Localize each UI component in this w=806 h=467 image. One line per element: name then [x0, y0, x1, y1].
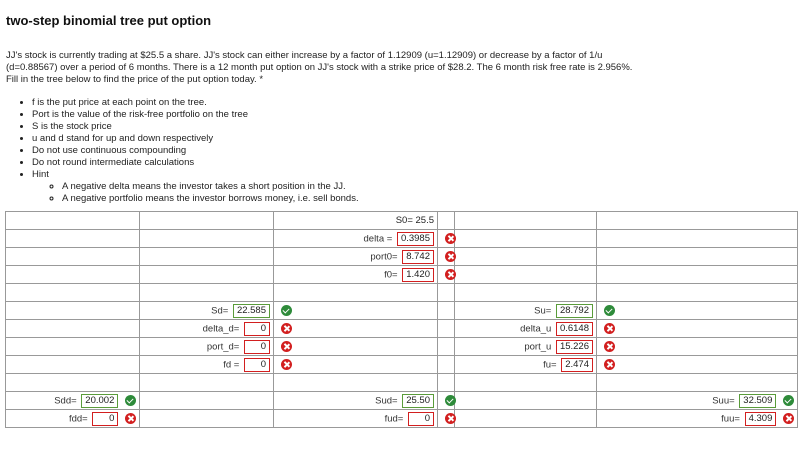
fd-label: fd =	[223, 359, 240, 371]
port0-label: port0=	[370, 251, 398, 263]
incorrect-icon	[445, 269, 456, 280]
table-row	[6, 212, 798, 230]
incorrect-icon	[125, 413, 136, 424]
delta-u-cell	[455, 320, 597, 338]
table-row	[6, 302, 798, 320]
port-u-cell	[455, 338, 597, 356]
incorrect-icon	[783, 413, 794, 424]
port-u-label: port_u	[524, 341, 552, 353]
table-row	[6, 410, 798, 428]
incorrect-icon	[604, 341, 615, 352]
incorrect-icon	[445, 233, 456, 244]
su-label: Su=	[534, 305, 552, 317]
list-item: • Do not use continuous compounding	[32, 145, 359, 157]
incorrect-icon	[604, 323, 615, 334]
incorrect-icon	[604, 359, 615, 370]
page-title: two-step binomial tree put option	[6, 13, 212, 28]
list-item: • Port is the value of the risk-free portfolio on the tree	[32, 109, 359, 121]
fu-input[interactable]: 2.474	[561, 358, 593, 372]
list-item-hint	[32, 169, 359, 205]
hint-label: Hint	[32, 169, 49, 180]
list-item: • Do not round intermediate calculations	[32, 157, 359, 169]
s0-label: S0= 25.5	[274, 212, 438, 230]
binomial-tree-table	[5, 211, 798, 428]
delta-input[interactable]: 0.3985	[397, 232, 434, 246]
suu-input[interactable]: 32.509	[739, 394, 776, 408]
fuu-label: fuu=	[721, 413, 740, 425]
sd-cell	[140, 302, 274, 320]
fud-label: fud=	[384, 413, 404, 425]
sdd-label: Sdd=	[54, 395, 77, 407]
delta-cell	[274, 230, 438, 248]
suu-cell	[597, 392, 798, 410]
suu-label: Suu=	[712, 395, 735, 407]
instruction-list	[6, 97, 359, 205]
sd-input[interactable]: 22.585	[233, 304, 270, 318]
sud-label: Sud=	[375, 395, 398, 407]
problem-text: JJ's stock is currently trading at $25.5 a share. JJ's stock can either increase by a factor of 1.12909 (u=1.12909) or decrease by a factor of 1/u (d=0.88567) over a period of 6 months. There is a 12 month put option on JJ's stock with a strike price of $28.2. The 6 month risk free rate is 2.956%. Fill in the tree below to find the price of the put option today.	[6, 50, 633, 85]
list-item: • S is the stock price	[32, 121, 359, 133]
fdd-input[interactable]: 0	[92, 412, 118, 426]
sud-input[interactable]: 25.50	[402, 394, 434, 408]
correct-icon	[604, 305, 615, 316]
delta-d-label: delta_d=	[202, 323, 240, 335]
incorrect-icon	[281, 341, 292, 352]
delta-u-input[interactable]: 0.6148	[556, 322, 593, 336]
required-marker: *	[259, 74, 264, 85]
port-u-input[interactable]: 15.226	[556, 340, 593, 354]
delta-u-label: delta_u	[520, 323, 552, 335]
list-item: • f is the put price at each point on the tree.	[32, 97, 359, 109]
table-row	[6, 356, 798, 374]
su-input[interactable]: 28.792	[556, 304, 593, 318]
fu-label: fu=	[543, 359, 557, 371]
fud-input[interactable]: 0	[408, 412, 434, 426]
table-row	[6, 338, 798, 356]
delta-d-input[interactable]: 0	[244, 322, 270, 336]
fud-cell	[274, 410, 438, 428]
port-d-input[interactable]: 0	[244, 340, 270, 354]
delta-d-cell	[140, 320, 274, 338]
table-row	[6, 320, 798, 338]
f0-input[interactable]: 1.420	[402, 268, 434, 282]
sdd-input[interactable]: 20.002	[81, 394, 118, 408]
hint-list	[32, 181, 359, 205]
table-row	[6, 230, 798, 248]
correct-icon	[783, 395, 794, 406]
table-row	[6, 392, 798, 410]
instructions	[6, 97, 359, 205]
incorrect-icon	[281, 323, 292, 334]
fdd-cell	[6, 410, 140, 428]
fuu-cell	[597, 410, 798, 428]
fdd-label: fdd=	[68, 413, 88, 425]
hint-item: ◦ A negative delta means the investor takes a short position in the JJ.	[62, 181, 359, 193]
f0-label: f0=	[384, 269, 398, 281]
sd-label: Sd=	[211, 305, 229, 317]
fuu-input[interactable]: 4.309	[745, 412, 777, 426]
table-row	[6, 374, 798, 392]
table-row	[6, 248, 798, 266]
correct-icon	[125, 395, 136, 406]
sdd-cell	[6, 392, 140, 410]
fd-input[interactable]: 0	[244, 358, 270, 372]
fd-cell	[140, 356, 274, 374]
correct-icon	[445, 395, 456, 406]
table-row	[6, 266, 798, 284]
port0-cell	[274, 248, 438, 266]
su-cell	[455, 302, 597, 320]
list-item: • u and d stand for up and down respectively	[32, 133, 359, 145]
port-d-cell	[140, 338, 274, 356]
fu-cell	[455, 356, 597, 374]
f0-cell	[274, 266, 438, 284]
incorrect-icon	[445, 251, 456, 262]
sud-cell	[274, 392, 438, 410]
delta-label: delta =	[363, 233, 393, 245]
port-d-label: port_d=	[206, 341, 240, 353]
correct-icon	[281, 305, 292, 316]
port0-input[interactable]: 8.742	[402, 250, 434, 264]
problem-statement	[6, 50, 646, 86]
table-row	[6, 284, 798, 302]
incorrect-icon	[281, 359, 292, 370]
incorrect-icon	[445, 413, 456, 424]
hint-item: ◦ A negative portfolio means the investor borrows money, i.e. sell bonds.	[62, 193, 359, 205]
